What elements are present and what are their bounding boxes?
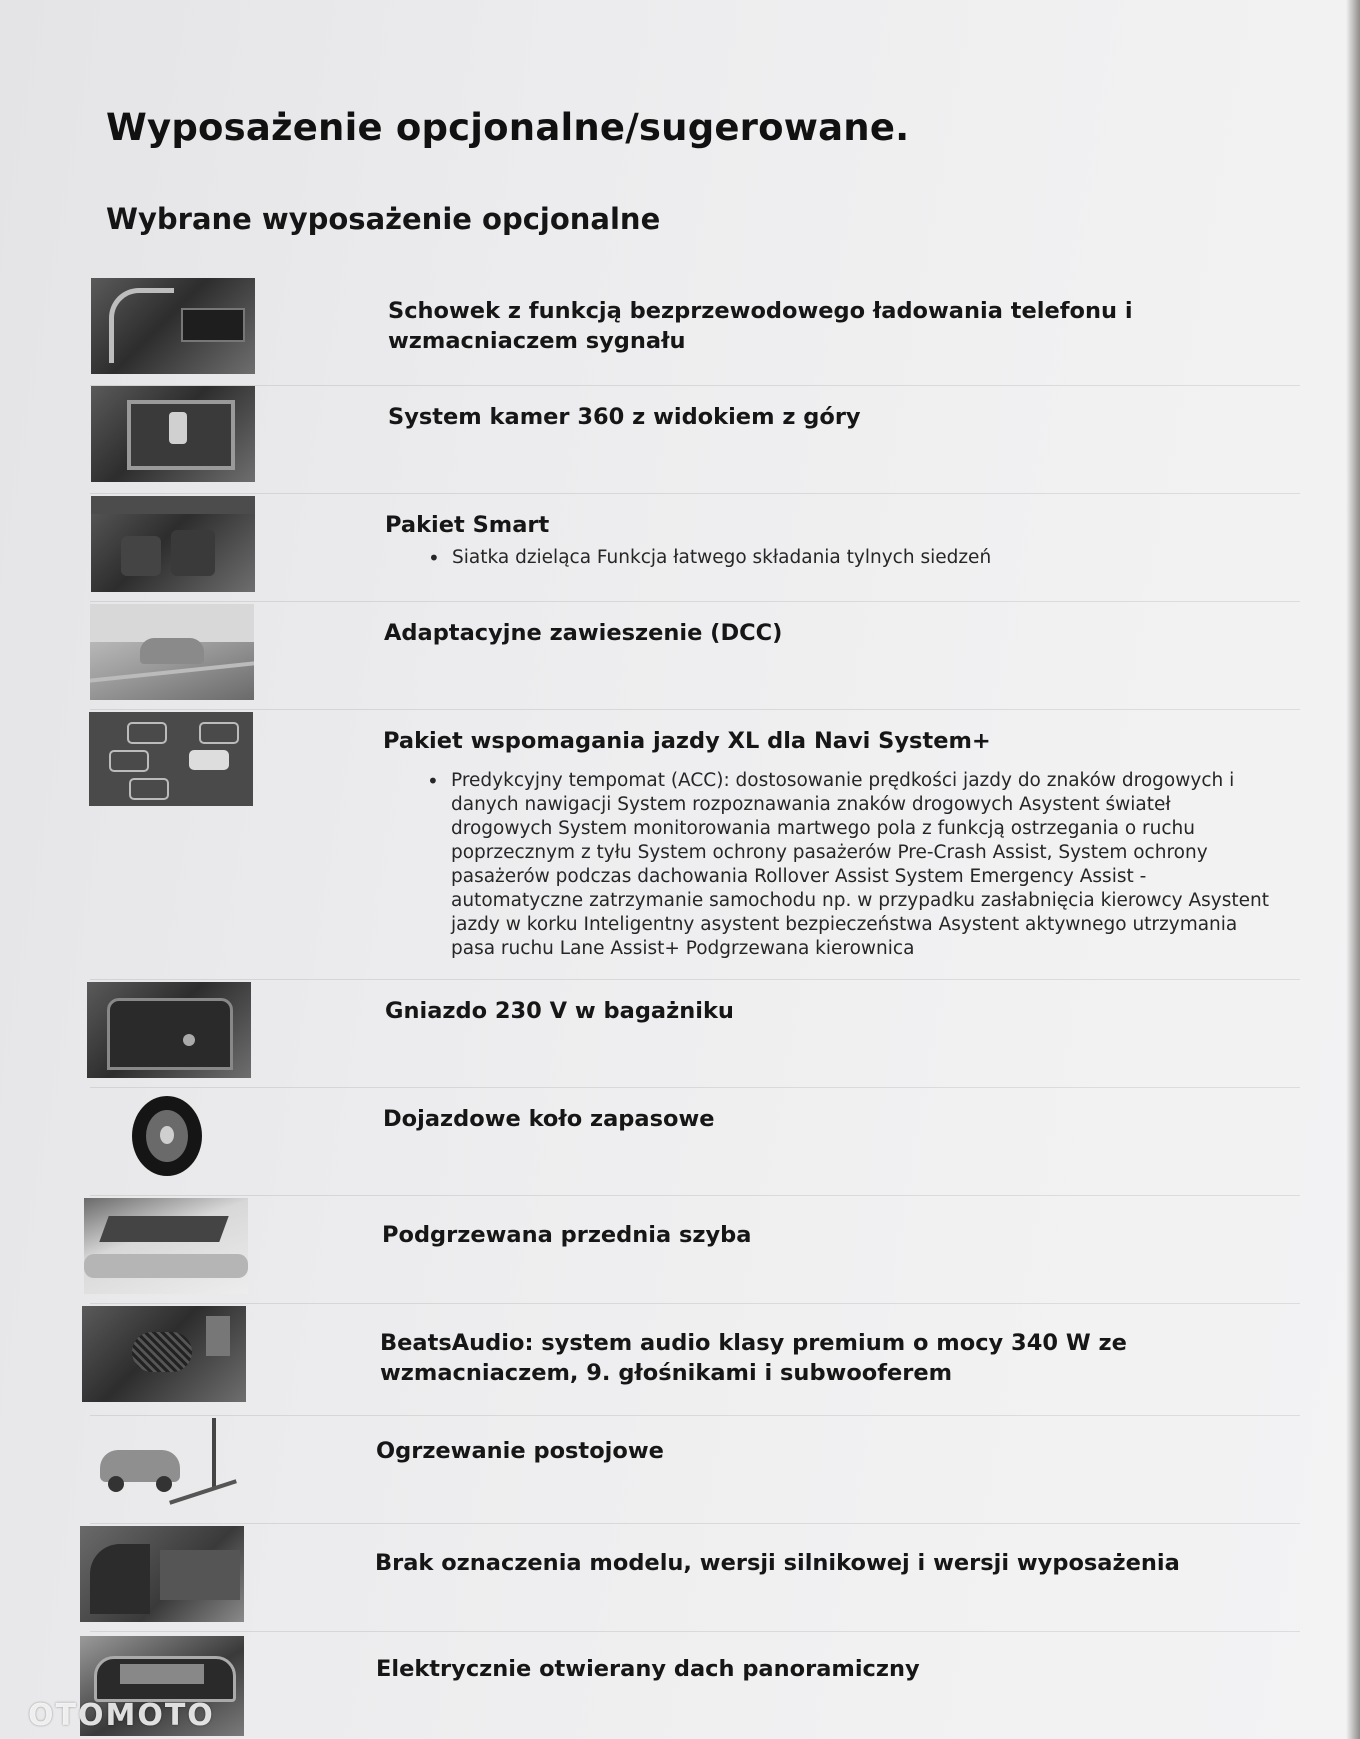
feature-title: Pakiet wspomagania jazdy XL dla Navi System+: [383, 728, 991, 754]
feature-row: [0, 1088, 1300, 1196]
parking-assist-graphic: [89, 712, 253, 806]
feature-row: [0, 1416, 1300, 1524]
feature-title: Brak oznaczenia modelu, wersji silnikowej i wersji wyposażenia: [375, 1550, 1180, 1576]
parked-car-heating-photo: [92, 1416, 242, 1516]
feature-row: [0, 1524, 1300, 1632]
spare-wheel-photo: [126, 1092, 216, 1182]
car-driving-photo: [90, 604, 254, 700]
feature-title: Podgrzewana przednia szyba: [382, 1222, 752, 1248]
bullet-item: • Siatka dzieląca Funkcja łatwego składania tylnych siedzeń: [428, 546, 1268, 570]
feature-row: [0, 710, 1300, 980]
rear-seats-photo: [91, 496, 255, 592]
feature-row: [0, 1196, 1300, 1304]
section-title: Wybrane wyposażenie opcjonalne: [106, 202, 661, 236]
heated-windshield-photo: [84, 1198, 248, 1294]
feature-row: [0, 494, 1300, 602]
feature-title: System kamer 360 z widokiem z góry: [388, 404, 861, 430]
page-title: Wyposażenie opcjonalne/sugerowane.: [106, 106, 910, 149]
feature-title: Gniazdo 230 V w bagażniku: [385, 998, 734, 1024]
feature-title: Schowek z funkcją bezprzewodowego ładowania telefonu i wzmacniaczem sygnału: [388, 298, 1133, 354]
door-speaker-photo: [82, 1306, 246, 1402]
feature-bullets: [427, 769, 1277, 961]
feature-row: [0, 980, 1300, 1088]
feature-bullets: [428, 546, 1268, 570]
feature-title: Pakiet Smart: [385, 512, 550, 538]
trunk-socket-photo: [87, 982, 251, 1078]
bullet-item: • Predykcyjny tempomat (ACC): dostosowanie prędkości jazdy do znaków drogowych i danych nawigacji System rozpoznawania znaków drogowych Asystent świateł drogowych System monitorowania martwego pola z funkcją ostrzegania o ruchu poprzecznym z tyłu System ochrony pasażerów Pre-Crash Assist, System ochrony pasażerów podczas dachowania Rollover Assist System Emergency Assist - automatyczne zatrzymanie samochodu np. w przypadku zasłabnięcia kierowcy Asystent jazdy w korku Inteligentny asystent bezpieczeństwa Asystent aktywnego utrzymania pasa ruchu Lane Assist+ Podgrzewana kierownica: [427, 769, 1277, 961]
feature-title: Adaptacyjne zawieszenie (DCC): [384, 620, 783, 646]
feature-title: Elektrycznie otwierany dach panoramiczny: [376, 1656, 920, 1682]
feature-row: [0, 386, 1300, 494]
camera-360-photo: [91, 386, 255, 482]
feature-row: [0, 1304, 1300, 1416]
wireless-charging-photo: [91, 278, 255, 374]
car-rear-badge-photo: [80, 1526, 244, 1622]
feature-title: BeatsAudio: system audio klasy premium o mocy 340 W ze wzmacniaczem, 9. głośnikami i subwooferem: [380, 1330, 1127, 1386]
feature-row: [0, 270, 1300, 386]
watermark-logo: OTOMOTO: [28, 1698, 215, 1733]
feature-title: Dojazdowe koło zapasowe: [383, 1106, 715, 1132]
feature-title: Ogrzewanie postojowe: [376, 1438, 664, 1464]
feature-row: [0, 602, 1300, 710]
